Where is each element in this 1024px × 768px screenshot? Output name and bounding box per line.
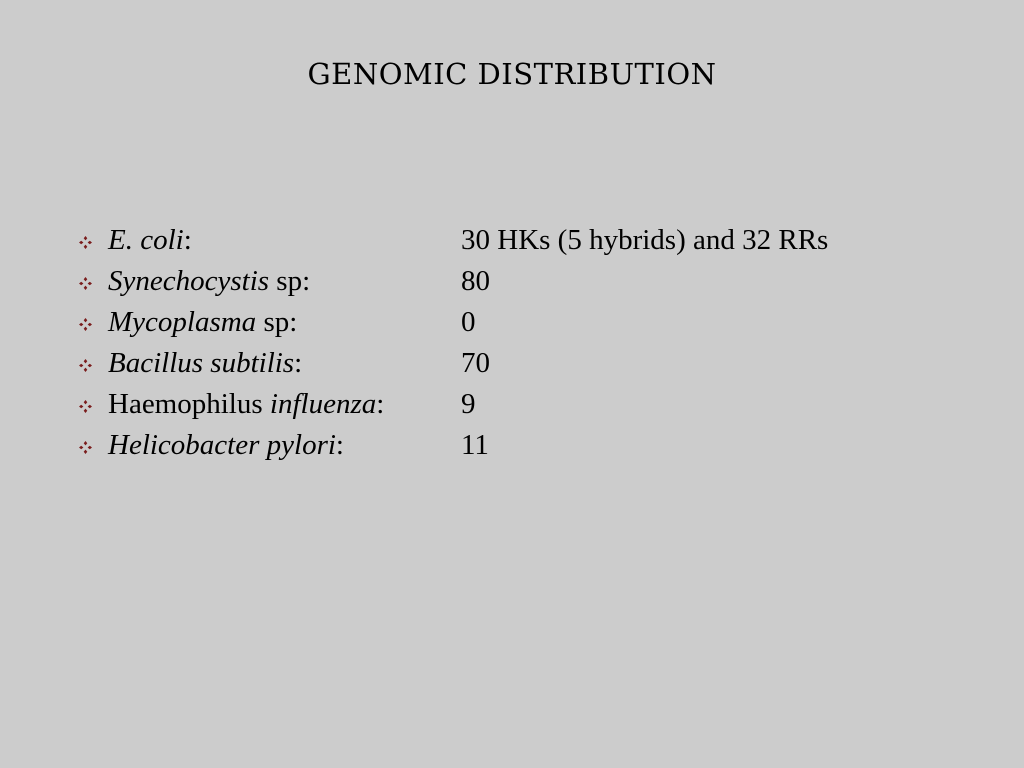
organism-count: 30 HKs (5 hybrids) and 32 RRs bbox=[461, 224, 829, 256]
organism-name bbox=[108, 220, 192, 261]
organism-italic: Synechocystis bbox=[108, 265, 270, 297]
organism-suffix: : bbox=[294, 347, 303, 379]
organism-suffix: : bbox=[289, 306, 298, 338]
organism-suffix: : bbox=[335, 429, 344, 461]
organism-italic: Helicobacter pylori bbox=[108, 429, 336, 461]
organism-suffix: : bbox=[376, 388, 385, 420]
organism-suffix: : bbox=[302, 265, 311, 297]
organism-name bbox=[108, 425, 344, 466]
diamond-bullet-icon bbox=[78, 425, 94, 466]
diamond-bullet-icon bbox=[78, 261, 94, 302]
organism-italic: Bacillus subtilis bbox=[108, 347, 295, 379]
diamond-bullet-icon bbox=[78, 302, 94, 343]
diamond-bullet-icon bbox=[78, 384, 94, 425]
slide-title: GENOMIC DISTRIBUTION bbox=[307, 57, 717, 91]
diamond-bullet-icon bbox=[78, 343, 94, 384]
organism-italic: Mycoplasma bbox=[108, 306, 257, 338]
diamond-bullet-icon bbox=[78, 220, 94, 261]
organism-italic: influenza bbox=[269, 388, 377, 420]
organism-suffix: : bbox=[183, 224, 192, 256]
organism-plain: sp bbox=[269, 265, 303, 297]
organism-count: 11 bbox=[461, 429, 489, 461]
organism-italic: E. coli bbox=[108, 224, 184, 256]
organism-name bbox=[108, 384, 384, 425]
organism-count: 70 bbox=[461, 347, 490, 379]
organism-name bbox=[108, 343, 302, 384]
organism-name bbox=[108, 302, 297, 343]
organism-count: 80 bbox=[461, 265, 490, 297]
organism-plain: sp bbox=[256, 306, 290, 338]
organism-count: 0 bbox=[461, 306, 476, 338]
organism-count: 9 bbox=[461, 388, 476, 420]
organism-pre: Haemophilus bbox=[108, 388, 270, 420]
organism-name bbox=[108, 261, 310, 302]
